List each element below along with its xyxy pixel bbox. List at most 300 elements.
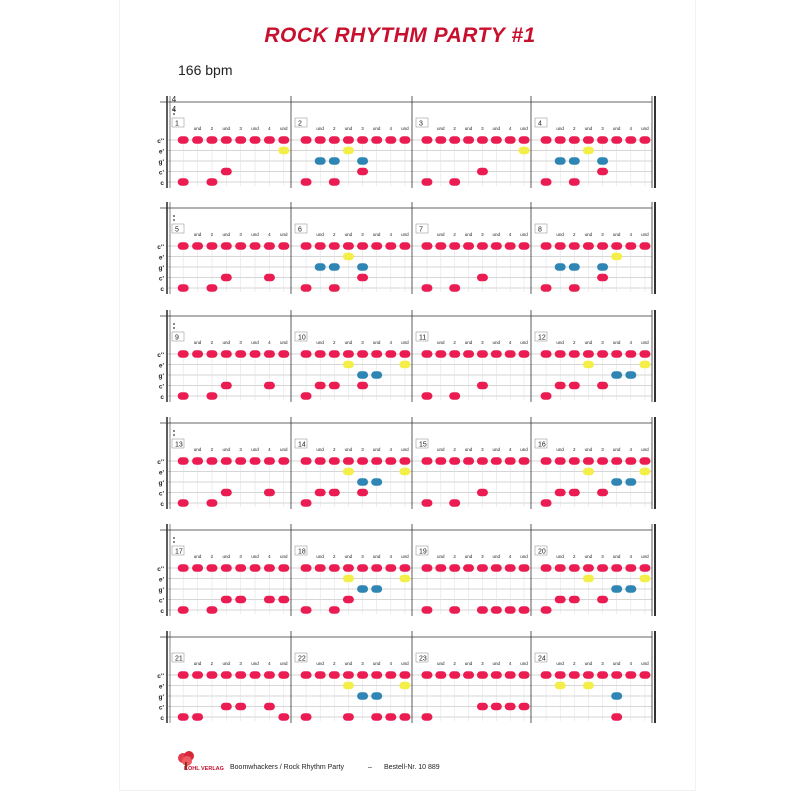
note-cp-5 [477, 489, 488, 497]
note-label: g' [158, 373, 164, 380]
beat-label: 4 [629, 554, 633, 559]
note-gp-5 [357, 478, 368, 486]
note-gp-6 [611, 371, 622, 379]
beat-label: 2 [210, 447, 214, 452]
note-ep-4 [583, 147, 594, 155]
note-cpp-5 [597, 564, 608, 572]
note-cpp-5 [477, 564, 488, 572]
beat-label: 2 [453, 232, 456, 237]
note-cpp-7 [385, 457, 396, 465]
note-cpp-7 [385, 671, 396, 679]
note-gp-2 [555, 263, 566, 271]
note-c-7 [505, 606, 516, 614]
note-gp-6 [611, 478, 622, 486]
beat-label: und [556, 661, 564, 666]
note-cp-5 [357, 168, 368, 176]
measure-number: 22 [298, 655, 306, 663]
note-cpp-1 [421, 671, 432, 679]
note-cpp-7 [264, 671, 275, 679]
note-cpp-7 [505, 136, 516, 144]
measure-number: 15 [419, 441, 427, 449]
beat-label: und [401, 447, 409, 452]
note-ep-4 [343, 147, 354, 155]
beat-label: 4 [268, 554, 271, 559]
beat-label: und [344, 232, 353, 237]
note-cp-5 [357, 274, 368, 282]
beat-label: und [344, 340, 353, 345]
note-gp-5 [357, 263, 368, 271]
beat-label: und [492, 554, 501, 559]
note-cpp-3 [206, 457, 217, 465]
beat-label: 4 [389, 126, 393, 131]
note-c-1 [301, 713, 312, 721]
note-c-3 [206, 606, 217, 614]
beat-label: und [401, 340, 409, 345]
beat-label: 3 [601, 126, 604, 131]
note-c-1 [178, 284, 189, 292]
note-cpp-1 [541, 136, 552, 144]
measure-number: 14 [298, 441, 306, 449]
note-gp-5 [357, 585, 368, 593]
beat-label: und [316, 661, 324, 666]
note-cpp-2 [192, 457, 203, 465]
note-cpp-1 [541, 564, 552, 572]
beat-label: 4 [508, 340, 512, 345]
measure-number: 10 [298, 334, 306, 342]
beat-label: 2 [333, 126, 336, 131]
beat-label: und [520, 554, 528, 559]
note-cpp-5 [235, 136, 246, 144]
note-c-1 [178, 606, 189, 614]
beat-label: 3 [481, 340, 484, 345]
note-gp-5 [357, 371, 368, 379]
note-cpp-6 [371, 671, 382, 679]
note-c-1 [421, 178, 432, 186]
beat-label: und [437, 232, 445, 237]
note-cp-3 [569, 596, 580, 604]
note-cpp-6 [491, 350, 502, 358]
measure-number: 6 [298, 226, 302, 234]
beat-label: 4 [268, 661, 271, 666]
note-label: e' [158, 683, 164, 691]
note-cpp-5 [477, 242, 488, 250]
note-cpp-4 [221, 242, 232, 250]
note-gp-6 [371, 478, 382, 486]
beat-label: 2 [453, 554, 456, 559]
note-c-1 [301, 499, 312, 507]
note-cpp-4 [583, 136, 594, 144]
note-cpp-6 [611, 564, 622, 572]
note-label: c' [158, 169, 164, 177]
note-cp-5 [477, 168, 488, 176]
beat-label: 2 [210, 232, 214, 237]
beat-label: 4 [508, 447, 512, 452]
note-cpp-1 [178, 136, 189, 144]
note-cpp-2 [435, 350, 446, 358]
note-ep-8 [399, 575, 410, 583]
note-c-1 [541, 284, 552, 292]
note-cpp-8 [399, 457, 410, 465]
note-cpp-7 [625, 564, 636, 572]
beat-label: 3 [239, 554, 242, 559]
note-cpp-4 [583, 457, 594, 465]
note-gp-5 [357, 692, 368, 700]
beat-label: und [492, 340, 501, 345]
note-c-6 [611, 713, 622, 721]
note-c-1 [421, 606, 432, 614]
measure-number: 5 [175, 226, 179, 234]
note-cpp-2 [555, 242, 566, 250]
measure-12 [531, 310, 650, 402]
beat-label: und [584, 554, 593, 559]
beat-label: und [372, 232, 381, 237]
note-cpp-7 [625, 457, 636, 465]
note-cpp-2 [555, 671, 566, 679]
note-cpp-3 [569, 671, 580, 679]
note-cpp-1 [541, 350, 552, 358]
note-c-3 [449, 392, 460, 400]
note-cpp-2 [315, 350, 326, 358]
note-cpp-8 [519, 350, 530, 358]
note-cpp-3 [206, 564, 217, 572]
note-cpp-6 [611, 242, 622, 250]
beat-label: und [556, 340, 564, 345]
beat-label: und [612, 340, 621, 345]
note-cpp-1 [178, 242, 189, 250]
beat-label: 4 [629, 340, 633, 345]
beat-label: und [344, 447, 353, 452]
note-cpp-1 [421, 350, 432, 358]
note-cpp-3 [449, 136, 460, 144]
beat-label: und [612, 447, 621, 452]
beat-label: 3 [239, 126, 242, 131]
note-cpp-2 [192, 136, 203, 144]
note-cpp-7 [385, 136, 396, 144]
note-cpp-5 [235, 350, 246, 358]
note-cpp-7 [625, 242, 636, 250]
beat-label: und [193, 554, 202, 559]
beat-label: und [251, 126, 259, 131]
measure-number: 24 [538, 655, 546, 663]
beat-label: 4 [508, 661, 512, 666]
beat-label: 4 [629, 126, 633, 131]
beat-label: und [556, 554, 564, 559]
beat-label: und [520, 661, 528, 666]
measure-13 [172, 439, 289, 507]
note-cp-4 [343, 596, 354, 604]
note-cpp-3 [329, 242, 340, 250]
beat-label: 4 [268, 447, 271, 452]
beat-label: 2 [573, 232, 576, 237]
measure-number: 12 [538, 334, 546, 342]
note-cpp-2 [315, 242, 326, 250]
tempo-label: 166 bpm [178, 62, 233, 78]
repeat-dot [173, 541, 175, 543]
note-cpp-1 [301, 564, 312, 572]
note-cp-3 [569, 489, 580, 497]
note-ep-4 [583, 575, 594, 583]
measure-24 [531, 631, 650, 723]
measure-number: 2 [298, 120, 302, 128]
note-cpp-6 [250, 136, 261, 144]
note-gp-5 [357, 157, 368, 165]
note-cpp-4 [343, 350, 354, 358]
note-cpp-8 [639, 350, 650, 358]
note-cpp-5 [235, 457, 246, 465]
note-c-3 [206, 499, 217, 507]
note-cpp-7 [505, 350, 516, 358]
beat-label: 3 [361, 126, 364, 131]
note-cpp-5 [357, 564, 368, 572]
note-cpp-7 [505, 457, 516, 465]
beat-label: und [464, 340, 473, 345]
measure-17 [172, 546, 289, 614]
note-ep-4 [583, 682, 594, 690]
note-cp-7 [264, 382, 275, 390]
note-c-8 [399, 713, 410, 721]
note-cpp-2 [435, 671, 446, 679]
note-cp-2 [555, 382, 566, 390]
note-cpp-4 [463, 457, 474, 465]
note-c-7 [385, 713, 396, 721]
beat-label: 2 [573, 661, 576, 666]
note-c-3 [206, 392, 217, 400]
note-cpp-4 [463, 136, 474, 144]
measure-18 [291, 524, 410, 616]
note-cpp-2 [555, 564, 566, 572]
beat-label: 2 [453, 447, 456, 452]
tree-logo-icon [172, 750, 202, 780]
beat-label: und [437, 554, 445, 559]
note-c-1 [541, 499, 552, 507]
beat-label: 2 [210, 554, 214, 559]
beat-label: und [280, 126, 288, 131]
measure-10 [291, 310, 410, 402]
system-row-2 [157, 202, 655, 294]
beat-label: und [492, 232, 501, 237]
note-ep-8 [639, 361, 650, 369]
beat-label: 2 [210, 126, 214, 131]
beat-label: und [641, 232, 649, 237]
note-cpp-7 [625, 350, 636, 358]
beat-label: 3 [239, 661, 242, 666]
note-c-1 [301, 606, 312, 614]
note-label: e' [158, 469, 164, 477]
beat-label: und [492, 661, 501, 666]
note-cpp-4 [583, 350, 594, 358]
beat-label: und [437, 340, 445, 345]
note-label: g' [158, 694, 164, 701]
time-signature-bottom: 4 [171, 105, 177, 114]
beat-label: 2 [453, 126, 456, 131]
note-c-1 [301, 178, 312, 186]
note-cp-7 [264, 703, 275, 711]
note-ep-4 [583, 468, 594, 476]
note-cpp-1 [301, 350, 312, 358]
beat-label: 3 [601, 340, 604, 345]
note-cpp-6 [491, 671, 502, 679]
beat-label: und [193, 126, 202, 131]
note-cp-8 [278, 596, 289, 604]
beat-label: und [316, 232, 324, 237]
beat-label: 3 [361, 661, 364, 666]
note-cpp-7 [264, 136, 275, 144]
note-c-1 [178, 392, 189, 400]
note-c-3 [329, 178, 340, 186]
note-cpp-8 [278, 136, 289, 144]
note-cpp-7 [385, 350, 396, 358]
note-ep-8 [278, 147, 289, 155]
note-cpp-6 [491, 457, 502, 465]
note-cpp-4 [221, 671, 232, 679]
note-cpp-6 [611, 671, 622, 679]
note-ep-6 [611, 253, 622, 261]
measure-number: 3 [419, 120, 423, 128]
beat-label: und [193, 232, 202, 237]
order-number: Bestell-Nr. 10 889 [384, 764, 440, 771]
beat-label: 2 [573, 126, 576, 131]
note-gp-2 [555, 157, 566, 165]
beat-label: und [222, 447, 231, 452]
note-gp-2 [315, 263, 326, 271]
note-label: c'' [157, 459, 164, 466]
beat-label: 3 [239, 447, 242, 452]
measure-7 [412, 202, 530, 294]
note-cpp-3 [449, 350, 460, 358]
beat-label: und [437, 447, 445, 452]
beat-label: und [492, 126, 501, 131]
note-cpp-7 [264, 457, 275, 465]
note-cpp-6 [250, 350, 261, 358]
note-cpp-8 [639, 136, 650, 144]
note-c-3 [206, 284, 217, 292]
note-label: e' [158, 254, 164, 262]
note-c-3 [449, 499, 460, 507]
beat-label: 3 [239, 232, 242, 237]
beat-label: und [280, 447, 288, 452]
note-cpp-3 [569, 136, 580, 144]
note-cp-2 [555, 596, 566, 604]
note-cpp-4 [463, 350, 474, 358]
note-c-3 [449, 606, 460, 614]
note-cpp-4 [343, 671, 354, 679]
measure-16 [531, 417, 650, 509]
note-label: e' [158, 148, 164, 156]
beat-label: 2 [333, 661, 336, 666]
note-ep-4 [343, 575, 354, 583]
note-cp-5 [597, 596, 608, 604]
note-cpp-5 [235, 671, 246, 679]
beat-label: und [520, 126, 528, 131]
note-cpp-7 [625, 136, 636, 144]
beat-label: und [401, 232, 409, 237]
beat-label: 4 [629, 447, 633, 452]
note-c-1 [541, 178, 552, 186]
measure-number: 23 [419, 655, 427, 663]
note-cp-2 [315, 382, 326, 390]
note-cpp-1 [541, 671, 552, 679]
note-cp-2 [315, 489, 326, 497]
note-cpp-5 [597, 242, 608, 250]
measure-number: 17 [175, 548, 183, 556]
beat-label: 4 [268, 126, 271, 131]
note-cpp-3 [569, 564, 580, 572]
note-cp-3 [329, 382, 340, 390]
repeat-dot [173, 327, 175, 329]
beat-label: und [251, 232, 259, 237]
note-c-1 [421, 392, 432, 400]
note-cpp-8 [519, 671, 530, 679]
beat-label: 4 [508, 554, 512, 559]
beat-label: und [344, 661, 353, 666]
beat-label: und [520, 232, 528, 237]
measure-5 [172, 224, 289, 292]
note-cpp-3 [329, 671, 340, 679]
note-cpp-7 [505, 242, 516, 250]
note-label: c [160, 394, 164, 401]
note-cpp-2 [435, 457, 446, 465]
measure-number: 4 [538, 120, 542, 128]
note-cp-4 [221, 382, 232, 390]
measure-14 [291, 417, 410, 509]
system-row-6 [157, 631, 655, 723]
page-title: ROCK RHYTHM PARTY #1 [264, 24, 536, 47]
note-label: c'' [157, 566, 164, 573]
note-c-3 [449, 284, 460, 292]
note-cpp-8 [278, 242, 289, 250]
note-cpp-8 [278, 350, 289, 358]
beat-label: und [280, 232, 288, 237]
beat-label: und [222, 126, 231, 131]
note-cpp-6 [491, 136, 502, 144]
note-label: c'' [157, 244, 164, 251]
note-cpp-4 [221, 350, 232, 358]
beat-label: und [372, 340, 381, 345]
beat-label: und [612, 126, 621, 131]
beat-label: und [584, 126, 593, 131]
note-ep-4 [343, 361, 354, 369]
beat-label: 3 [481, 126, 484, 131]
beat-label: 2 [573, 447, 576, 452]
note-ep-4 [343, 682, 354, 690]
beat-label: 3 [481, 661, 484, 666]
note-cpp-2 [192, 242, 203, 250]
note-label: c'' [157, 673, 164, 680]
beat-label: und [641, 661, 649, 666]
note-cpp-6 [491, 242, 502, 250]
repeat-dot [173, 219, 175, 221]
beat-label: und [193, 447, 202, 452]
note-cpp-4 [343, 136, 354, 144]
note-label: c [160, 608, 164, 615]
note-cp-5 [597, 168, 608, 176]
note-cpp-1 [301, 136, 312, 144]
note-cpp-3 [329, 136, 340, 144]
measure-2 [291, 96, 410, 188]
beat-label: und [316, 447, 324, 452]
note-cpp-2 [315, 136, 326, 144]
measure-number: 18 [298, 548, 306, 556]
note-cpp-8 [519, 457, 530, 465]
note-gp-3 [569, 263, 580, 271]
measure-1 [172, 118, 289, 186]
note-cpp-8 [639, 242, 650, 250]
note-gp-6 [371, 371, 382, 379]
note-cpp-5 [477, 671, 488, 679]
note-label: c [160, 180, 164, 187]
measure-number: 1 [175, 120, 179, 128]
repeat-dot [173, 434, 175, 436]
